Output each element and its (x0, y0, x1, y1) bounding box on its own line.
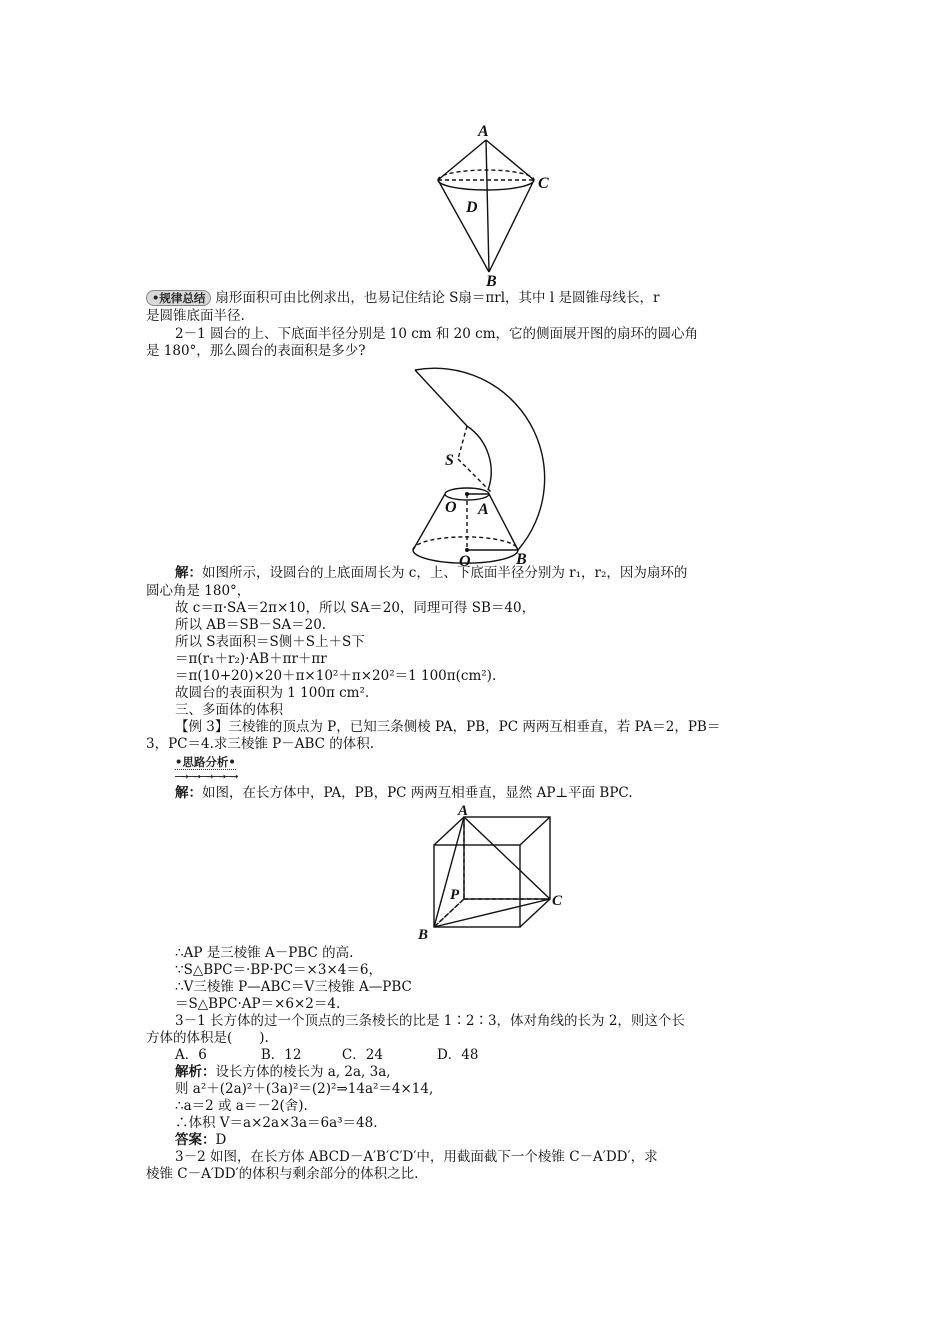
problem-3-1: 3－1 长方体的过一个顶点的三条棱长的比是 1∶2∶3，体对角线的长为 2，则这个长 (175, 1013, 685, 1029)
label-C: C (552, 893, 563, 909)
label-S: S (445, 452, 454, 469)
solution-line: 解：如图所示，设圆台的上底面周长为 c，上、下底面半径分别为 r₁，r₂，因为扇环的 (175, 565, 688, 581)
problem-2-1: 2－1 圆台的上、下底面半径分别是 10 cm 和 20 cm，它的侧面展开图的扇环的圆心角 (175, 326, 699, 342)
text-line: ＝S△BPC·AP＝×6×2＝4. (175, 996, 341, 1012)
section-heading: 三、多面体的体积 (175, 702, 283, 718)
example-3: 【例 3】三棱锥的顶点为 P，已知三条侧棱 PA，PB，PC 两两互相垂直，若 PA＝2，PB＝ (175, 719, 721, 735)
solution-line: 解：如图，在长方体中，PA，PB，PC 两两互相垂直，显然 AP⊥平面 BPC. (175, 785, 633, 801)
analysis-badge-line (175, 754, 835, 771)
text-line: ＝π(10+20)×20＋π×10²＋π×20²＝1 100π(cm²). (175, 668, 497, 684)
label-B: B (486, 273, 497, 288)
text-line: ＝π(r₁＋r₂)·AB＋πr＋πr (175, 651, 327, 667)
label-O1: O (445, 499, 457, 516)
double-cone-figure (420, 120, 570, 288)
text-line: 圆心角是 180°， (146, 583, 251, 599)
arrow-chain: —→—→—→—→—→ (175, 769, 238, 783)
text-line: 是 180°，那么圆台的表面积是多少? (146, 343, 366, 359)
text-line: ∵S△BPC＝·BP·PC＝×3×4＝6， (175, 962, 382, 978)
text-line: ∴体积 V＝a×2a×3a＝6a³＝48. (175, 1115, 378, 1131)
label-A: A (478, 123, 489, 140)
answer-options: A．6 B．12 C．24 D．48 (175, 1047, 479, 1063)
label-P: P (450, 887, 460, 903)
label-O2: O (459, 553, 471, 567)
text-line: ∴a＝2 或 a＝－2(舍). (175, 1098, 308, 1114)
text-line: 方体的体积是( ). (146, 1030, 269, 1046)
label-A: A (458, 805, 469, 819)
box-figure (412, 805, 572, 945)
label-B: B (418, 927, 429, 943)
text-line: 所以 S表面积＝S侧＋S上＋S下 (175, 634, 365, 650)
label-C: C (538, 175, 549, 192)
answer-line: 答案：D (175, 1132, 227, 1148)
text-line: 故圆台的表面积为 1 100π cm². (175, 685, 370, 701)
text-line: ∴V三棱锥 P—ABC＝V三棱锥 A—PBC (175, 979, 412, 995)
frustum-sector-figure (405, 362, 580, 567)
text-line: 3，PC＝4.求三棱锥 P－ABC 的体积. (146, 736, 375, 752)
rule-summary-line: •规律总结 扇形面积可由比例求出，也易记住结论 S扇＝πrl，其中 l 是圆锥母线长，r (146, 290, 806, 307)
label-A: A (478, 501, 489, 518)
label-D: D (466, 199, 478, 216)
rule-summary-badge: •规律总结 (146, 290, 211, 306)
text-line: ∴AP 是三棱锥 A－PBC 的高. (175, 945, 354, 961)
text-line: 则 a²＋(2a)²＋(3a)²＝(2)²⇒14a²＝4×14, (175, 1081, 434, 1097)
label-B: B (516, 551, 527, 567)
text-line: 所以 AB＝SB－SA＝20. (175, 617, 327, 633)
analysis-badge: •思路分析• (175, 755, 236, 769)
problem-3-2: 3－2 如图，在长方体 ABCD－A′B′C′D′中，用截面截下一个棱锥 C－A′DD′，求 (175, 1149, 658, 1165)
analysis-line: 解析：设长方体的棱长为 a, 2a, 3a, (175, 1064, 391, 1080)
text-line: 棱锥 C－A′DD′的体积与剩余部分的体积之比. (146, 1166, 419, 1182)
text-line: 是圆锥底面半径. (146, 308, 245, 324)
text-line: 故 c＝π·SA＝2π×10，所以 SA＝20，同理可得 SB＝40， (175, 600, 536, 616)
